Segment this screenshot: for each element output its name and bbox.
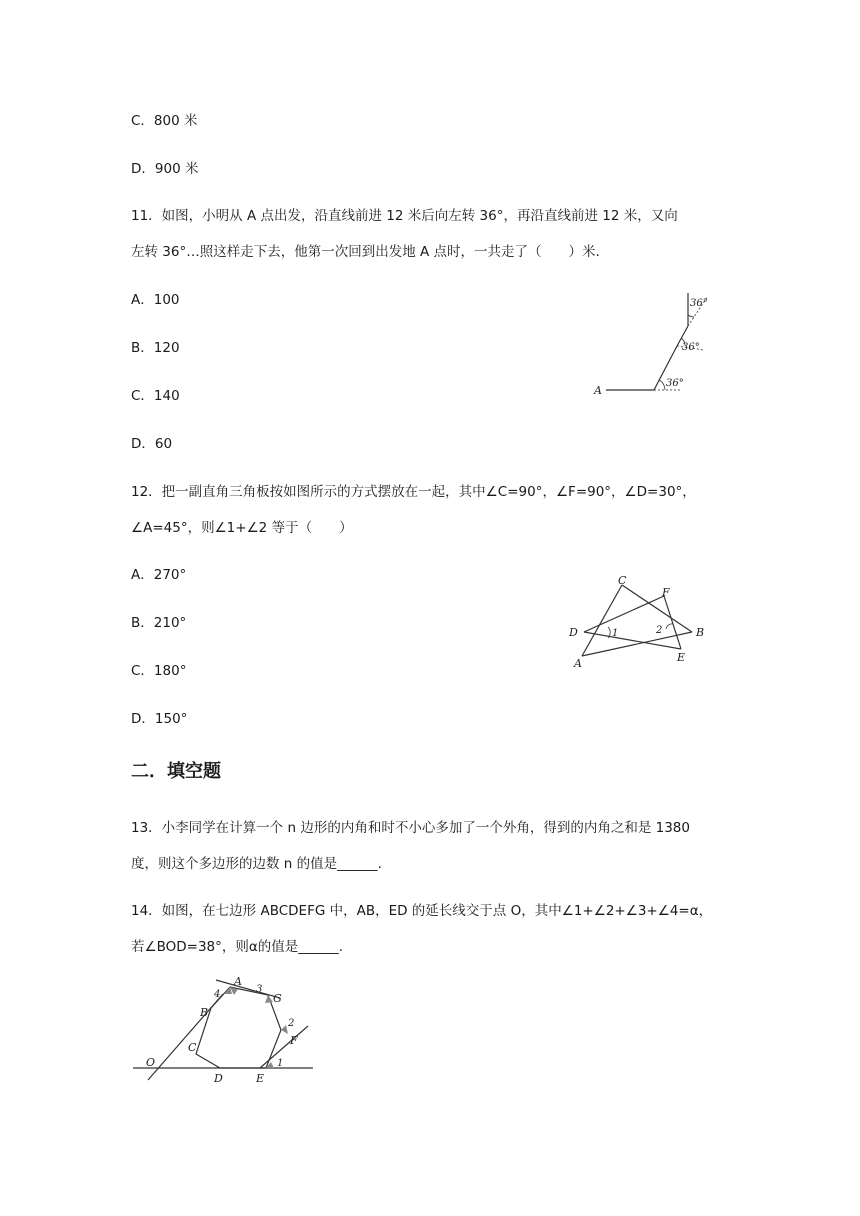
q10-option-c: C．800 米: [131, 113, 198, 129]
q12-label-b: B: [696, 626, 705, 639]
q14-label-b: B: [200, 1006, 209, 1019]
q14-label-3: 3: [256, 984, 263, 995]
q14-label-d: D: [214, 1072, 223, 1085]
q11-option-d: D．60: [131, 436, 173, 452]
q14-label-a: A: [234, 975, 242, 988]
q12-label-d: D: [569, 626, 578, 639]
q12-figure: [562, 572, 722, 672]
q14-label-o: O: [146, 1056, 156, 1069]
q11-figure: [586, 288, 716, 400]
q11-stem-line1: 11．如图，小明从 A 点出发，沿直线前进 12 米后向左转 36°，再沿直线前进 12 米，又向: [131, 208, 678, 224]
q11-path: [606, 293, 688, 390]
q12-option-c: C．180°: [131, 663, 187, 679]
q12-triangle-dfe: [584, 596, 681, 649]
q14-label-e: E: [256, 1072, 265, 1085]
q14-figure: [128, 970, 328, 1088]
q12-label-a: A: [574, 657, 582, 670]
q12-label-e: E: [677, 651, 686, 664]
q11-option-c: C．140: [131, 388, 180, 404]
q14-label-1: 1: [277, 1058, 284, 1069]
q14-label-2: 2: [288, 1018, 295, 1029]
q12-label-f: F: [662, 586, 670, 599]
q13-stem-line1: 13．小李同学在计算一个 n 边形的内角和时不小心多加了一个外角，得到的内角之和是 1380: [131, 820, 690, 836]
q12-option-b: B．210°: [131, 615, 187, 631]
q14-stem-line1: 14．如图，在七边形 ABCDEFG 中，AB，ED 的延长线交于点 O，其中∠1+∠2+∠3+∠4=α，: [131, 903, 713, 919]
q14-label-g: G: [273, 992, 282, 1005]
q14-label-f: F: [290, 1034, 298, 1047]
q11-angle-label-3: 36°: [690, 298, 708, 309]
q11-point-a-label: A: [594, 384, 602, 397]
q11-angle-label-2: 36°: [682, 342, 700, 353]
q11-option-a: A．100: [131, 292, 180, 308]
q12-label-c: C: [618, 574, 627, 587]
q12-triangle-acb: [582, 585, 692, 656]
q11-option-b: B．120: [131, 340, 180, 356]
q11-angle-label-1: 36°: [666, 378, 684, 389]
q13-stem-line2: 度，则这个多边形的边数 n 的值是______.: [131, 856, 382, 872]
q12-option-a: A．270°: [131, 567, 187, 583]
q12-label-1: 1: [612, 628, 619, 639]
q12-stem-line2: ∠A=45°，则∠1+∠2 等于（ ）: [131, 520, 353, 536]
q12-label-2: 2: [656, 625, 663, 636]
q14-stem-line2: 若∠BOD=38°，则α的值是______.: [131, 939, 344, 955]
q14-label-4: 4: [214, 989, 221, 1000]
q14-label-c: C: [188, 1041, 197, 1054]
q12-stem-line1: 12．把一副直角三角板按如图所示的方式摆放在一起，其中∠C=90°，∠F=90°，∠D=30°，: [131, 484, 696, 500]
q11-stem-line2: 左转 36°…照这样走下去，他第一次回到出发地 A 点时，一共走了（ ）米.: [131, 244, 600, 260]
section-fill-in-title: 二．填空题: [131, 761, 221, 782]
q10-option-d: D．900 米: [131, 161, 199, 177]
q11-extensions: [654, 296, 708, 390]
q12-option-d: D．150°: [131, 711, 188, 727]
